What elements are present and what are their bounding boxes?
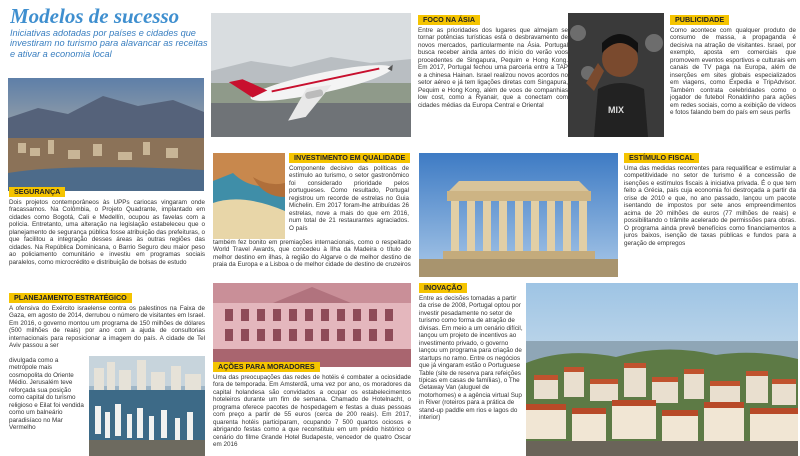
acoes-moradores-text: Uma das preocupações das redes de hotéis é combater a ociosidade fora de temporada. Em Amsterdã, uma vez por ano, os moradores da capital holandesa são convidados a ocupar os estabelecimentos hoteleiros durante um fim de semana. Chamado de Hotelnacht, o programa oferece pacotes de hospedagem e festas a duas pessoas com preço a partir de 55 euros (cerca de 200 reais). Em 2017, quarenta hotéis participaram, ocupando 7 500 quartos ociosos e abrigando festas como a que reconstituiu em um prédio histórico o cenário do filme Grande Hotel Budapeste, vencedor de quatro Oscar em 2016 xyxy=(213,374,411,449)
foco-asia-label: FOCO NA ÁSIA xyxy=(418,15,480,25)
estimulo-fiscal-label: ESTÍMULO FISCAL xyxy=(624,153,699,163)
foco-asia-text: Entre as prioridades dos lugares que almejam se tornar potências turísticas está o desbravamento de novos mercados, particularmente na Ásia. Portugal busca receber ainda antes do início do verão voos procedentes de Singapura, Pequim e Hong Kong. Em 2017, Portugal fechou uma parceria entre a TAP e a chinesa Hainan. Israel realizou novos acordos no setor aéreo e já tem ligações diretas com Singapura, Pequim e Hong Kong, além de voos de companhias low cost, como a Ryanair, que a conectam com cidades médias da Europa Central e Oriental xyxy=(418,27,568,109)
beach-photo xyxy=(213,153,285,239)
investimento-label: INVESTIMENTO EM QUALIDADE xyxy=(289,153,410,163)
planejamento-side-text: divulgada como a metrópole mais cosmopolita do Oriente Médio. Jerusalém teve reforçada sua posição como capital do turismo religioso e Eilat foi vendida como um balneário paradisíaco no Mar Vermelho xyxy=(9,357,84,432)
page-title: Modelos de sucesso xyxy=(10,4,180,28)
seguranca-text: Dois projetos contemporâneos às UPPs cariocas vingaram onde fracassamos. Na Colômbia, o Projeto Quadrante, implantado em cidades como Bogotá, Cali e Medellín, ocupou as favelas com a polícia. Entretanto, uma alteração na legislação estabeleceu que o planejamento de segurança pública fosse atribuição das prefeituras, o que facilitou a integração desses áreas às outras regiões das cidades. Na República Dominicana, o Barrio Seguro deu maior peso ao policiamento comunitário e investiu em programas sociais paralelos, como microcrédito e distribuição de bolsas de estudo xyxy=(9,199,205,266)
estimulo-fiscal-text: Uma das medidas recorrentes para requalificar e estimular a competitividade no setor de turismo é a concessão de isenções e estímulos fiscais à iniciativa privada. É o que tem feito a Grécia, país cuja economia foi destroçada a partir da crise de 2010 e que, no ano passado, lançou um pacote isentando de impostos por sete anos empreendimentos acima de 20 milhões de euros (77 milhões de reais) e possibilitando o trâmite acelerado de permissões para obras. O programa ainda prevê benefícios como financiamentos a juros baixos, isenção de taxas públicas e fundos para a geração de empregos xyxy=(624,165,796,247)
marina-photo xyxy=(89,356,205,456)
page-subtitle: Iniciativas adotadas por países e cidades que investiram no turismo para alavancar as receitas e ativar a economia local xyxy=(10,28,208,59)
city-photo xyxy=(8,78,204,191)
lisbon-photo xyxy=(526,283,798,456)
ronaldinho-photo xyxy=(568,13,664,137)
seguranca-label: SEGURANÇA xyxy=(9,187,65,197)
planejamento-label: PLANEJAMENTO ESTRATÉGICO xyxy=(9,293,132,303)
inovacao-label: INOVAÇÃO xyxy=(419,283,467,293)
publicidade-label: PUBLICIDADE xyxy=(670,15,729,25)
publicidade-text: Como acontece com qualquer produto de consumo de massa, a propaganda é decisiva na atração de visitantes. Israel, por exemplo, aposta em comerciais que promovem eventos esportivos e culturais em canais de TV paga na Europa, além de inserções em sites globais especializados em viagens, como Expedia e TripAdvisor. Também contrata celebridades como o jogador de futebol Ronaldinho para ações em redes sociais, como a exibição de vídeos e fotos falando bem do país em seus perfis xyxy=(670,27,796,116)
airplane-photo xyxy=(211,13,411,137)
grand-hotel-photo xyxy=(213,283,411,367)
parthenon-photo xyxy=(419,153,618,277)
svg-text:MIX: MIX xyxy=(608,105,625,115)
inovacao-text: Entre as decisões tomadas a partir da crise de 2008, Portugal optou por investir pesadamente no setor de turismo como forma de atração de divisas. Em meio a um cenário difícil, lançou um projeto de incentivos ao investimento privado, o governo lançou um programa para criação de startups no ramo. Entre os negócios que já vingaram estão o Portuguese Table (site de reserva para refeições típicas em casas de famílias), o The Getaway Van (aluguel de motorhomes) e a agência virtual Sup in River (roteiros para a prática de stand-up paddle em rios e lagos do interior) xyxy=(419,295,523,422)
investimento-text-bottom: também fez bonito em premiações internacionais, como o respeitado World Travel Awards, que concedeu à Ilha da Madeira o título de melhor destino em ilhas, à região do Algarve o de melhor destino de praia da Europa e a Lisboa o de melhor cidade de destino de cruzeiros xyxy=(213,239,411,269)
planejamento-text: A ofensiva do Exército israelense contra os palestinos na Faixa de Gaza, em agosto de 2014, derrubou o número de visitantes em Israel. Em 2016, o governo montou um programa de 150 milhões de dólares (500 milhões de reais) por ano com a ajuda de consultorias internacionais para reposicionar a imagem do país. A cidade de Tel Aviv passou a ser xyxy=(9,305,205,350)
investimento-text-top: Componente decisivo das políticas de estímulo ao turismo, o setor gastronômico foi considerado prioridade pelos portugueses. Como resultado, Portugal registrou um recorde de estrelas no Guia Michelin. Em 2017 foram-lhe atribuídas 26 estrelas, nove a mais do que em 2016, num total de 21 restaurantes agraciados. O país xyxy=(289,165,409,232)
acoes-moradores-label: AÇÕES PARA MORADORES xyxy=(213,362,320,372)
